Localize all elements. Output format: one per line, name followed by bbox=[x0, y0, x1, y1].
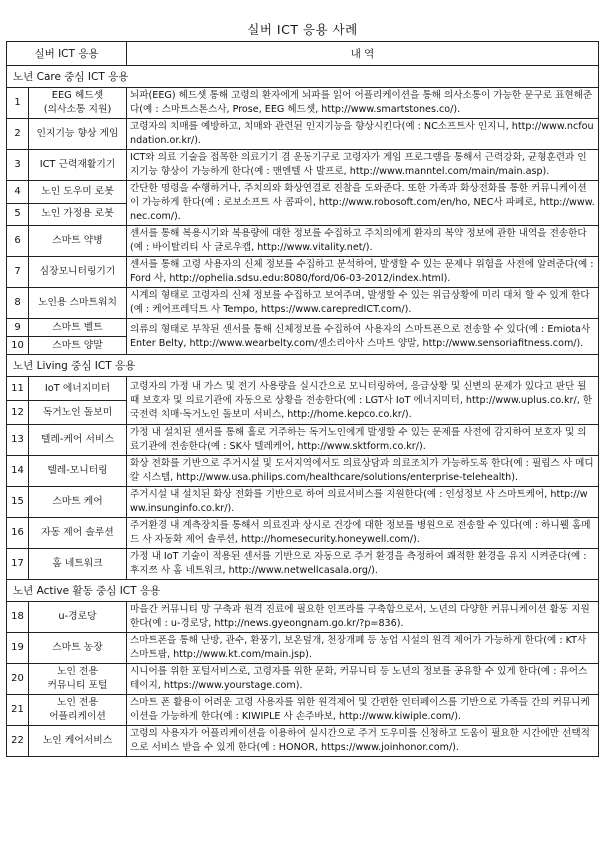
application-name: 자동 제어 솔루션 bbox=[29, 518, 127, 549]
application-name: EEG 헤드셋 (의사소통 지원) bbox=[29, 88, 127, 119]
table-row bbox=[7, 456, 599, 487]
section-header-row bbox=[7, 355, 599, 377]
row-number: 7 bbox=[7, 257, 29, 288]
row-number: 10 bbox=[7, 337, 29, 355]
table-row bbox=[7, 695, 599, 726]
application-name: 노인 전용 어플리케이션 bbox=[29, 695, 127, 726]
row-number: 22 bbox=[7, 726, 29, 757]
row-number: 21 bbox=[7, 695, 29, 726]
application-name: 노인 케어서비스 bbox=[29, 726, 127, 757]
table-row bbox=[7, 664, 599, 695]
application-description: 고령자의 치매를 예방하고, 치매와 관련된 인지기능을 향상시킨다(예 : NC소프트사 인지니, http://www.ncfoundation.or.kr/). bbox=[127, 119, 599, 150]
application-name: 스마트 농장 bbox=[29, 633, 127, 664]
header-desc-col: 내 역 bbox=[127, 42, 599, 66]
row-number: 12 bbox=[7, 401, 29, 425]
application-name: 홈 네트워크 bbox=[29, 549, 127, 580]
application-description: 마을간 커뮤니티 망 구축과 원격 진료에 필요한 인프라를 구축함으로서, 노년의 다양한 커뮤니케이션 활동 지원한다(예 : u-경로당, http://news.gyeongnam.go.kr/?p=836). bbox=[127, 602, 599, 633]
ict-cases-table bbox=[6, 41, 599, 757]
row-number: 11 bbox=[7, 377, 29, 401]
application-description: 가정 내 설치된 센서를 통해 홀로 거주하는 독거노인에게 발생할 수 있는 문제를 사전에 감지하여 보호자 및 의료기관에 전송한다(예 : SK사 텔레케어, http://www.sktform.co.kr/). bbox=[127, 425, 599, 456]
row-number: 3 bbox=[7, 150, 29, 181]
application-description: 뇌파(EEG) 헤드셋 통해 고령의 환자에게 뇌파를 읽어 어플리케이션을 통해 의사소통이 가능한 문구로 표현해준다(예 : 스마트스톤스사, Prose, EEG 헤드셋, http://www.smartstones.co/). bbox=[127, 88, 599, 119]
application-description: 시계의 형태로 고령자의 신체 정보를 수집하고 보여주며, 발생할 수 있는 위급상황에 미리 대처 할 수 있게 한다(예 : 케어프레딕트 사 Tempo, https://www.carepredICT.com/). bbox=[127, 288, 599, 319]
row-number: 13 bbox=[7, 425, 29, 456]
row-number: 4 bbox=[7, 181, 29, 204]
application-name: 인지기능 향상 게임 bbox=[29, 119, 127, 150]
table-row bbox=[7, 487, 599, 518]
table-row bbox=[7, 119, 599, 150]
section-header-row bbox=[7, 66, 599, 88]
table-row bbox=[7, 288, 599, 319]
row-number: 20 bbox=[7, 664, 29, 695]
application-name: 스마트 벨트 bbox=[29, 319, 127, 337]
application-name: 스마트 양말 bbox=[29, 337, 127, 355]
table-row bbox=[7, 726, 599, 757]
row-number: 2 bbox=[7, 119, 29, 150]
section-label: 노년 Active 활동 중심 ICT 응용 bbox=[7, 580, 599, 602]
row-number: 6 bbox=[7, 226, 29, 257]
application-name: 노인 전용 커뮤니티 포털 bbox=[29, 664, 127, 695]
application-description: 화상 전화를 기반으로 주거시설 및 도서지역에서도 의료상담과 의료조치가 가능하도록 한다(예 : 필립스 사 메디칼 시스템, http://www.usa.philips.com/healthcare/solutions/enterprise-telehealth). bbox=[127, 456, 599, 487]
table-row bbox=[7, 602, 599, 633]
application-description: 고령의 사용자가 어플리케이션을 이용하여 실시간으로 주거 도우미를 신청하고 도움이 필요한 시간에만 선택적으로 서비스 받을 수 있게 한다(예 : HONOR, https://www.joinhonor.com/). bbox=[127, 726, 599, 757]
application-description: 센서를 통해 복용시기와 복용량에 대한 정보를 수집하고 주치의에게 환자의 복약 정보에 관한 내역을 전송한다(예 : 바이탈리티 사 글로우캡, http://www.vitality.net/). bbox=[127, 226, 599, 257]
document-title: 실버 ICT 응용 사례 bbox=[247, 22, 358, 37]
row-number: 5 bbox=[7, 203, 29, 226]
application-description: 시니어를 위한 포털서비스로, 고령자를 위한 문화, 커뮤니티 등 노년의 정보를 공유할 수 있게 한다(예 : 유어스테이지, https://www.yourstage.com). bbox=[127, 664, 599, 695]
row-number: 19 bbox=[7, 633, 29, 664]
application-name: ICT 근력재활기기 bbox=[29, 150, 127, 181]
section-label: 노년 Living 중심 ICT 응용 bbox=[7, 355, 599, 377]
application-name: IoT 에너지미터 bbox=[29, 377, 127, 401]
application-name: 스마트 약병 bbox=[29, 226, 127, 257]
application-name: 텔레-모니터링 bbox=[29, 456, 127, 487]
row-number: 14 bbox=[7, 456, 29, 487]
application-description: 스마트 폰 활용이 어려운 고령 사용자를 위한 원격제어 및 간편한 인터페이스를 기반으로 가족들 간의 커뮤니케이션을 가능하게 한다(예 : KIWIPLE 사 손주바보, http://www.kiwiple.com/). bbox=[127, 695, 599, 726]
table-row bbox=[7, 257, 599, 288]
application-name: 스마트 케어 bbox=[29, 487, 127, 518]
header-app-col: 실버 ICT 응용 bbox=[7, 42, 127, 66]
section-label: 노년 Care 중심 ICT 응용 bbox=[7, 66, 599, 88]
table-body bbox=[7, 66, 599, 757]
application-description: 가정 내 IoT 기술이 적용된 센서를 기반으로 자동으로 주거 환경을 측정하여 쾌적한 환경을 유지 시켜준다(예 : 후지쯔 사 홈 네트워크, http://www.netwellcasala.org/). bbox=[127, 549, 599, 580]
row-number: 1 bbox=[7, 88, 29, 119]
application-name: u-경로당 bbox=[29, 602, 127, 633]
table-row bbox=[7, 319, 599, 337]
application-name: 텔레-케어 서비스 bbox=[29, 425, 127, 456]
application-description: 센서를 통해 고령 사용자의 신체 정보를 수집하고 분석하여, 발생할 수 있는 문제나 위험을 사전에 알려준다(예 : Ford 사, http://ophelia.sdsu.edu:8080/ford/06-03-2012/index.html). bbox=[127, 257, 599, 288]
table-row bbox=[7, 226, 599, 257]
application-name: 노인 가정용 로봇 bbox=[29, 203, 127, 226]
application-description: 주거환경 내 계측장치를 통해서 의료진과 상시로 건강에 대한 정보를 병원으로 전송할 수 있다(예 : 하니웰 홈메드 사 자동화 제어 솔루션, http://homesecurity.honeywell.com/). bbox=[127, 518, 599, 549]
table-header-row bbox=[7, 42, 599, 66]
application-description: 고령자의 가정 내 가스 및 전기 사용량을 실시간으로 모니터링하여, 응급상황 및 신변의 문제가 있다고 판단 될 때 보호자 및 의료기관에 자동으로 상황을 전송한다(예 : LGT사 IoT 에너지미터, http://www.uplus.co.kr/, 한국전력 치매·독거노인 돌보미 서비스, http://home.kepco.co.kr/). bbox=[127, 377, 599, 425]
application-name: 노인용 스마트워치 bbox=[29, 288, 127, 319]
table-row bbox=[7, 181, 599, 204]
application-name: 심장모니터링기기 bbox=[29, 257, 127, 288]
application-name: 노인 도우미 로봇 bbox=[29, 181, 127, 204]
application-description: 스마트폰을 통해 난방, 관수, 환풍기, 보온덮개, 천장개폐 등 농업 시설의 원격 제어가 가능하게 한다(예 : KT사 스마트팜, http://www.kt.com/main.jsp). bbox=[127, 633, 599, 664]
table-row bbox=[7, 88, 599, 119]
table-row bbox=[7, 377, 599, 401]
row-number: 17 bbox=[7, 549, 29, 580]
table-row bbox=[7, 150, 599, 181]
table-row bbox=[7, 549, 599, 580]
table-row bbox=[7, 518, 599, 549]
row-number: 15 bbox=[7, 487, 29, 518]
table-row bbox=[7, 425, 599, 456]
application-description: 간단한 명령을 수행하거나, 주치의와 화상연결로 진찰을 도와준다. 또한 가족과 화상전화를 통한 커뮤니케이션이 가능하게 한다(예 : 로보소프트 사 콤파이, http://www.robosoft.com/en/ho, NEC사 파페로, http://www.nec.com/). bbox=[127, 181, 599, 226]
row-number: 18 bbox=[7, 602, 29, 633]
application-description: 주거시설 내 설치된 화상 전화를 기반으로 하여 의료서비스를 지원한다(예 : 인성정보 사 스마트케어, http://www.insunginfo.co.kr/). bbox=[127, 487, 599, 518]
application-description: 의류의 형태로 부착된 센서를 통해 신체정보를 수집하여 사용자의 스마트폰으로 전송할 수 있다(예 : Emiota사 Enter Belty, http://www.wearbelty.com/센소리아사 스마트 양말, http://www.sensoriafitness.com/). bbox=[127, 319, 599, 355]
application-name: 독거노인 돌보미 bbox=[29, 401, 127, 425]
row-number: 9 bbox=[7, 319, 29, 337]
section-header-row bbox=[7, 580, 599, 602]
row-number: 8 bbox=[7, 288, 29, 319]
table-row bbox=[7, 633, 599, 664]
row-number: 16 bbox=[7, 518, 29, 549]
application-description: ICT와 의료 기술을 접목한 의료기기 겸 운동기구로 고령자가 게임 프로그램을 통해서 근력강화, 균형훈련과 인지기능 향상이 가능하게 한다(예 : 맨엔텔 사 발프로, http://www.manntel.com/main/main.asp). bbox=[127, 150, 599, 181]
